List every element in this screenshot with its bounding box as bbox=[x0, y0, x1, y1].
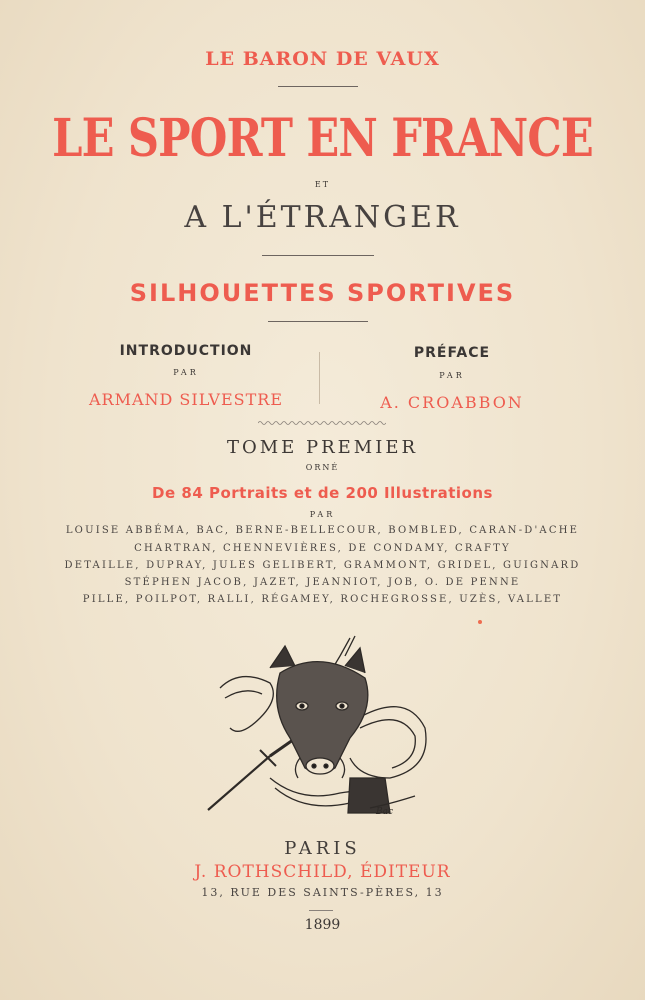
publisher: J. ROTHSCHILD, ÉDITEUR bbox=[194, 862, 451, 882]
introduction-author: ARMAND SILVESTRE bbox=[88, 390, 284, 409]
rule-1 bbox=[278, 86, 358, 87]
volume-label: TOME PREMIER bbox=[226, 437, 419, 458]
wavy-ornament bbox=[258, 420, 386, 426]
illustrators-line: CHARTRAN, CHENNEVIÈRES, DE CONDAMY, CRAFTY bbox=[134, 543, 511, 554]
preface-par: PAR bbox=[439, 371, 465, 380]
introduction-par: PAR bbox=[173, 368, 199, 377]
preface-label: PRÉFACE bbox=[413, 345, 491, 361]
publisher-address: 13, RUE DES SAINTS-PÈRES, 13 bbox=[201, 886, 444, 899]
red-speck bbox=[478, 620, 482, 624]
publication-year: 1899 bbox=[304, 917, 341, 933]
illustrators-line: STÉPHEN JACOB, JAZET, JEANNIOT, JOB, O. DE PENNE bbox=[124, 577, 521, 588]
illustrators-line: DETAILLE, DUPRAY, JULES GELIBERT, GRAMMONT, GRIDEL, GUIGNARD bbox=[64, 560, 581, 571]
illustrators-par: PAR bbox=[309, 510, 336, 519]
orne-label: ORNÉ bbox=[305, 463, 340, 472]
vignette-signature: Bac bbox=[376, 807, 394, 817]
rule-2 bbox=[262, 255, 374, 256]
illustrators-line: LOUISE ABBÉMA, BAC, BERNE-BELLECOUR, BOMBLED, CARAN-D'ACHE bbox=[65, 525, 580, 536]
rule-3 bbox=[268, 321, 368, 322]
preface-author: A. CROABBON bbox=[380, 393, 524, 412]
illustrators-line: PILLE, POILPOT, RALLI, RÉGAMEY, ROCHEGROSSE, UZÈS, VALLET bbox=[82, 594, 563, 605]
column-divider bbox=[319, 352, 320, 404]
city: PARIS bbox=[284, 838, 361, 859]
rule-4 bbox=[309, 910, 333, 911]
boar-hunting-vignette bbox=[200, 628, 440, 828]
et-connector: ET bbox=[314, 180, 331, 189]
illustrations-count: De 84 Portraits et de 200 Illustrations bbox=[152, 484, 493, 502]
book-subtitle: A L'ÉTRANGER bbox=[184, 200, 461, 235]
introduction-label: INTRODUCTION bbox=[119, 343, 253, 359]
book-title: LE SPORT EN FRANCE bbox=[52, 108, 593, 169]
author-line: LE BARON DE VAUX bbox=[205, 48, 440, 70]
series-title: SILHOUETTES SPORTIVES bbox=[129, 279, 516, 307]
